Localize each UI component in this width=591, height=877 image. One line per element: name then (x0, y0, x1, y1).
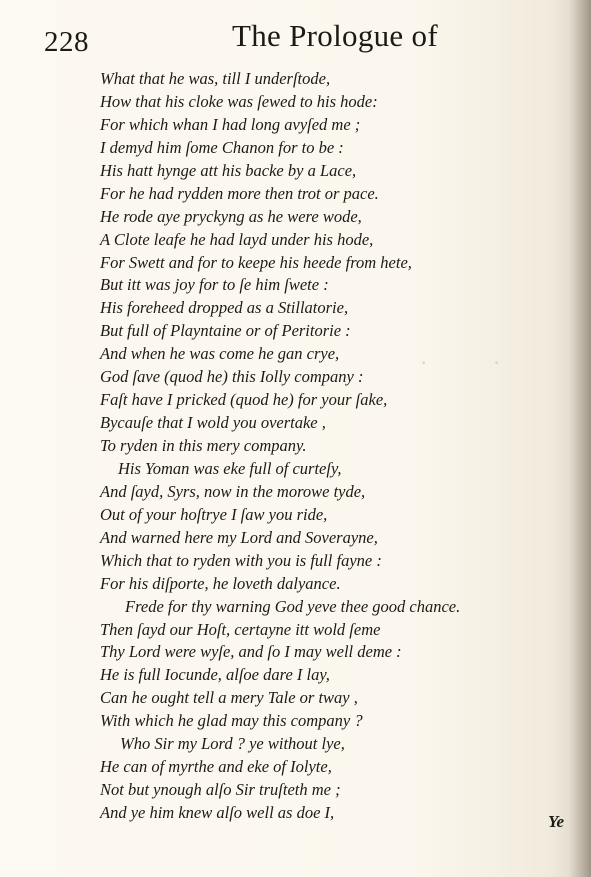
verse-line: And ye him knew alſo well as doe I, (100, 803, 335, 822)
verse-line: I demyd him ſome Chanon for to be : (100, 137, 344, 157)
verse-line: His Yoman was eke full of curteſy, (118, 458, 342, 478)
verse-line: Bycauſe that I wold you overtake , (100, 413, 326, 433)
verse-line: Not but ynough alſo Sir truſteth me ; (100, 780, 341, 800)
verse-line: How that his cloke was ſewed to his hode: (100, 91, 378, 111)
page-gutter-edge (569, 0, 591, 877)
verse-line: His hatt hynge att his backe by a Lace, (100, 160, 357, 180)
verse-line: God ſave (quod he) this Iolly company : (100, 367, 364, 387)
verse-line: And ſayd, Syrs, now in the morowe tyde, (100, 481, 366, 501)
verse-line: A Clote leafe he had layd under his hode, (100, 229, 374, 249)
verse-line: Out of your hoſtrye I ſaw you ride, (100, 504, 328, 524)
verse-line: His foreheed dropped as a Stillatorie, (100, 298, 349, 318)
verse-line: For his diſporte, he loveth dalyance. (100, 573, 341, 593)
verse-line: He is full Iocunde, alſoe dare I lay, (100, 665, 330, 685)
verse-line: Faſt have I pricked (quod he) for your ſake, (100, 390, 388, 410)
catchword: Ye (548, 812, 565, 831)
verse-line: For which whan I had long avyſed me ; (100, 114, 361, 134)
verse-line: Which that to ryden with you is full fayne : (100, 550, 382, 570)
verse-line: And when he was come he gan crye, (100, 344, 340, 364)
page-number: 228 (44, 26, 89, 58)
verse-line: But itt was joy for to ſe him ſwete : (100, 275, 329, 295)
verse-line: Who Sir my Lord ? ye without lye, (120, 734, 345, 754)
verse-line: Then ſayd our Hoſt, certayne itt wold ſeme (100, 619, 381, 639)
verse-line: What that he was, till I underſtode, (100, 69, 331, 88)
verse-line: Frede for thy warning God yeve thee good chance. (125, 596, 461, 616)
verse-line: With which he glad may this company ? (100, 711, 363, 731)
running-title: The Prologue of (232, 18, 438, 53)
verse-line: But full of Playntaine or of Peritorie : (100, 321, 351, 341)
show-through-ink: · · (420, 350, 531, 375)
verse-line: He can of myrthe and eke of Iolyte, (100, 757, 332, 777)
verse-line: And warned here my Lord and Soverayne, (100, 527, 378, 547)
verse-line: Can he ought tell a mery Tale or tway , (100, 688, 358, 708)
verse-line: For he had rydden more then trot or pace. (100, 183, 379, 203)
verse-line: Thy Lord were wyſe, and ſo I may well deme : (100, 642, 402, 662)
verse-line: To ryden in this mery company. (100, 436, 307, 455)
verse-line: He rode aye pryckyng as he were wode, (100, 206, 362, 226)
verse-block (100, 68, 560, 825)
verse-line: For Swett and for to keepe his heede from hete, (100, 252, 412, 272)
